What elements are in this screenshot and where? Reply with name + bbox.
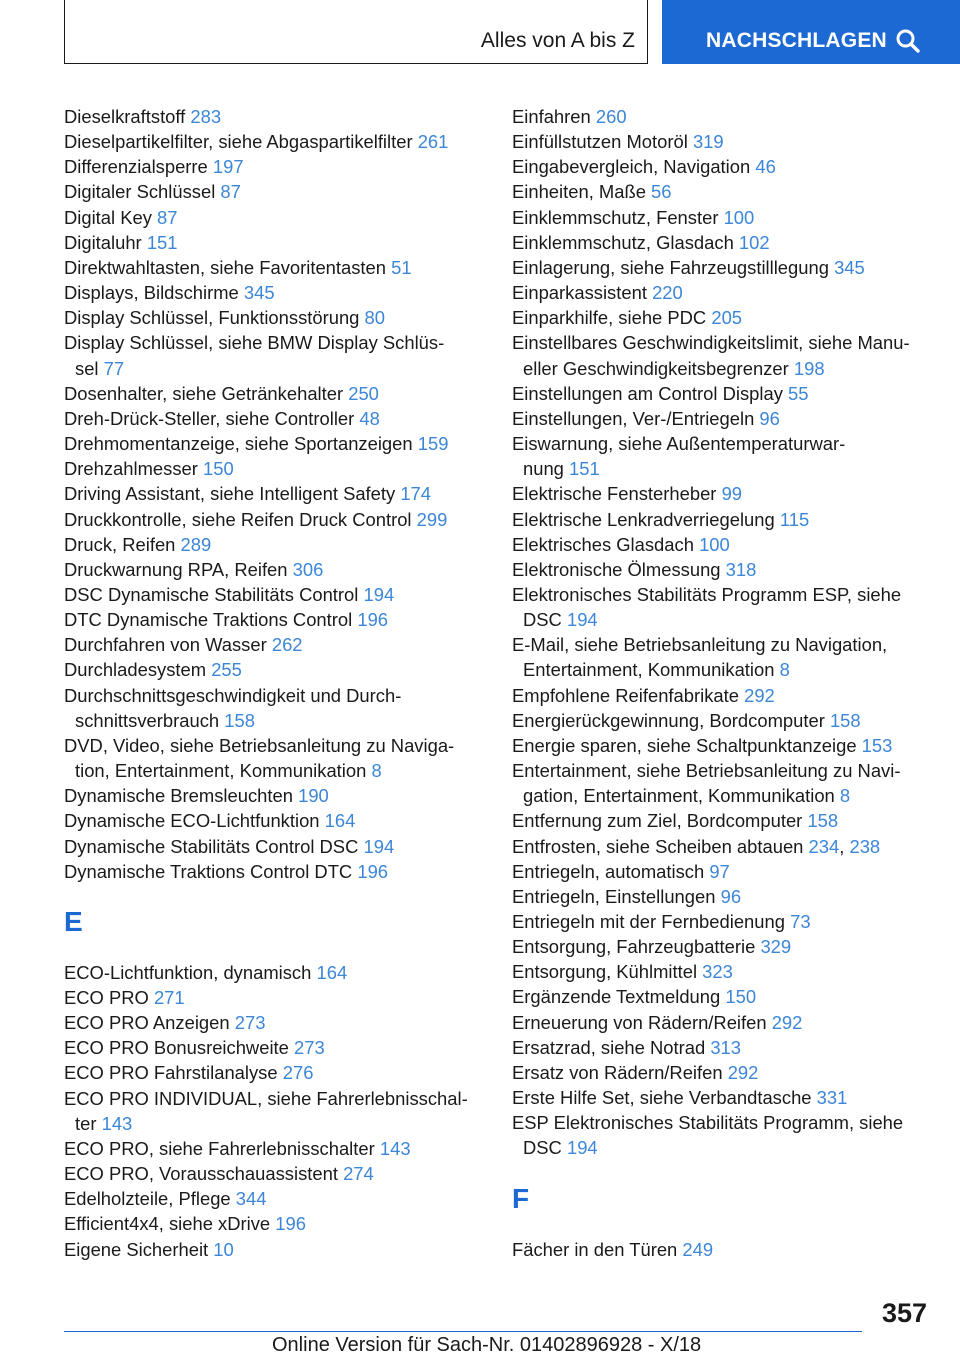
page-reference-link[interactable]: 151 (569, 458, 600, 480)
index-entry (512, 481, 932, 506)
page-reference-link[interactable]: 323 (702, 961, 733, 983)
index-entry-term: DSC Dynamische Stabilitäts Control (64, 583, 359, 605)
index-entry-term: Einstellungen am Control Display (512, 382, 783, 404)
index-entry-term: Eigene Sicherheit (64, 1238, 209, 1260)
index-entry (512, 406, 932, 431)
index-entry (512, 381, 932, 406)
page-reference-link[interactable]: 313 (710, 1036, 742, 1058)
footer-text: Online Version für Sach-Nr. 01402896928 - X/18 (272, 1334, 702, 1356)
index-entry-term: Dieselpartikelfilter, siehe Abgaspartikelfilter (64, 131, 413, 153)
page-reference-link[interactable]: 299 (416, 508, 448, 530)
index-entry-term: Einparkhilfe, siehe PDC (512, 307, 707, 329)
index-entry (64, 1086, 484, 1136)
index-entry-term: Digitaluhr (64, 231, 142, 253)
page-reference-link[interactable]: 102 (738, 231, 770, 253)
index-entry-term: Driving Assistant, siehe Intelligent Safety (64, 483, 396, 505)
index-entry-term: Durchschnittsgeschwindigkeit und Durch- (64, 684, 402, 706)
page-reference-link[interactable]: 283 (190, 106, 222, 127)
page-reference-link[interactable]: 99 (721, 483, 743, 505)
index-entry-term: Dynamische Traktions Control DTC (64, 860, 353, 882)
index-entry (512, 1060, 932, 1085)
index-entry (64, 582, 484, 607)
index-entry-term: ECO PRO INDIVIDUAL, siehe Fahrerlebnisschal- (64, 1087, 468, 1109)
index-entry (512, 154, 932, 179)
index-entry (512, 1085, 932, 1110)
page-reference-link[interactable]: 273 (294, 1037, 325, 1059)
index-entry (512, 230, 932, 255)
index-entry (64, 1035, 484, 1060)
index-entry-term-continued: sel (75, 357, 99, 379)
index-entry-term: Druckkontrolle, siehe Reifen Druck Control (64, 508, 412, 530)
index-entry (512, 280, 932, 305)
page-reference-link[interactable]: 100 (699, 533, 730, 555)
index-entry (64, 733, 484, 783)
index-entry (64, 632, 484, 657)
index-entry (64, 557, 484, 582)
index-entry (512, 1237, 932, 1262)
page-reference-link[interactable]: 158 (224, 709, 255, 731)
index-entry-term: Entfrosten, siehe Scheiben abtauen (512, 835, 804, 857)
index-entry-term: ESP Elektronisches Stabilitäts Programm, siehe (512, 1112, 904, 1134)
index-entry (64, 129, 484, 154)
index-entry-term: Erneuerung von Rädern/Reifen (512, 1011, 767, 1033)
index-entry-term: Durchladesystem (64, 659, 207, 681)
page-reference-link[interactable]: 87 (157, 206, 178, 228)
page-reference-link[interactable]: 318 (725, 558, 757, 580)
index-entry (512, 255, 932, 280)
page-reference-link[interactable]: 194 (566, 609, 598, 631)
page-reference-link[interactable]: 345 (243, 282, 275, 304)
page-reference-link[interactable]: 194 (363, 583, 395, 605)
page-reference-link[interactable]: 164 (316, 961, 348, 983)
index-entry-term: Einparkassistent (512, 282, 647, 304)
index-entry (64, 607, 484, 632)
index-entry-term: Entertainment, siehe Betriebsanleitung zu Navi- (512, 760, 901, 782)
index-entry-term: Elektrisches Glasdach (512, 533, 694, 555)
index-entry-term: Erste Hilfe Set, siehe Verbandtasche (512, 1087, 812, 1109)
index-entry (64, 657, 484, 682)
page-reference-link[interactable]: 194 (566, 1137, 598, 1159)
index-entry-term: Elektronische Ölmessung (512, 558, 721, 580)
index-entry-term: Eiswarnung, siehe Außentemperaturwar- (512, 433, 846, 455)
index-entry-term: Druck, Reifen (64, 533, 176, 555)
index-entry (512, 205, 932, 230)
index-entry-term: Eingabevergleich, Navigation (512, 156, 751, 178)
page-reference-link[interactable]: 331 (816, 1087, 848, 1109)
index-entry (512, 532, 932, 557)
index-entry-term: Display Schlüssel, siehe BMW Display Schlüs- (64, 332, 445, 354)
page-reference-link[interactable]: 174 (400, 483, 432, 505)
index-entry (64, 154, 484, 179)
index-entry (64, 859, 484, 884)
index-entry (512, 758, 932, 808)
page-reference-link[interactable]: 48 (359, 407, 380, 429)
page-reference-link[interactable]: 273 (234, 1012, 266, 1034)
index-entry-term: Dosenhalter, siehe Getränkehalter (64, 382, 344, 404)
index-entry (64, 406, 484, 431)
index-entry (64, 532, 484, 557)
page-reference-link[interactable]: 190 (298, 785, 329, 807)
index-entry (512, 179, 932, 204)
index-entry (512, 305, 932, 330)
page-reference-link[interactable]: 249 (682, 1238, 714, 1260)
page-reference-link[interactable]: 255 (211, 659, 242, 681)
index-entry (64, 1161, 484, 1186)
page-reference-link[interactable]: 262 (271, 634, 303, 656)
index-entry-term: Entriegeln, Einstellungen (512, 885, 716, 907)
index-entry (64, 683, 484, 733)
index-entry-term: Entsorgung, Fahrzeugbatterie (512, 936, 756, 958)
lookup-button-label: NACHSCHLAGEN (706, 29, 887, 52)
page-reference-link[interactable]: 220 (652, 282, 683, 304)
index-entry-term: Entriegeln mit der Fernbedienung (512, 911, 785, 932)
page-number: 357 (881, 1298, 927, 1328)
lookup-button[interactable] (662, 0, 960, 64)
index-entry-term: Digitaler Schlüssel (64, 181, 216, 203)
page-reference-link[interactable]: 261 (417, 131, 449, 153)
index-entry-term: Einfüllstutzen Motoröl (512, 131, 688, 153)
index-entry (512, 884, 932, 909)
index-entry-term: Direktwahltasten, siehe Favoritentasten (64, 256, 386, 278)
index-entry (64, 179, 484, 204)
index-entry (512, 1010, 932, 1035)
index-entry-term: Elektrische Fensterheber (512, 483, 717, 505)
index-entry-term: Edelholzteile, Pflege (64, 1188, 231, 1210)
index-column-left (64, 104, 484, 1262)
index-entry-term: Dynamische Stabilitäts Control DSC (64, 835, 359, 857)
index-entry (64, 985, 484, 1010)
index-entry-term: Durchfahren von Wasser (64, 634, 267, 656)
page-reference-link[interactable]: 56 (651, 181, 672, 203)
index-entry (64, 330, 484, 380)
index-entry (64, 834, 484, 859)
page-reference-link[interactable]: 73 (790, 911, 811, 932)
page-reference-link[interactable]: 8 (371, 760, 382, 782)
index-entry (64, 1010, 484, 1035)
page-reference-link[interactable]: 164 (324, 810, 356, 832)
page-reference-link[interactable]: 274 (343, 1163, 374, 1185)
index-entry (64, 507, 484, 532)
page-reference-link[interactable]: 289 (180, 533, 212, 555)
index-entry-term: Ersatz von Rädern/Reifen (512, 1061, 723, 1083)
index-entry (512, 909, 932, 934)
page-reference-link[interactable]: 55 (788, 382, 809, 404)
index-entry-term: Display Schlüssel, Funktionsstörung (64, 307, 360, 329)
index-entry (64, 431, 484, 456)
page-reference-link[interactable]: 87 (220, 181, 241, 203)
page-reference-link[interactable]: 150 (203, 458, 234, 480)
index-entry (64, 305, 484, 330)
page-reference-link[interactable]: 51 (391, 256, 412, 278)
page-reference-link[interactable]: 143 (101, 1112, 133, 1134)
page-reference-link[interactable]: 319 (692, 131, 724, 153)
index-entry-term: Displays, Bildschirme (64, 282, 239, 304)
page-reference-link[interactable]: 260 (595, 106, 627, 127)
page-reference-link[interactable]: 77 (103, 357, 125, 379)
index-entry-term-continued: eller Geschwindigkeitsbegrenzer (523, 357, 789, 379)
index-entry-term: Empfohlene Reifenfabrikate (512, 684, 739, 706)
index-entry-term: Entriegeln, automatisch (512, 860, 705, 882)
index-entry (64, 230, 484, 255)
page-reference-link[interactable]: 329 (760, 936, 792, 958)
index-entry-term: Einklemmschutz, Glasdach (512, 231, 734, 253)
index-entry-term: Elektrische Lenkradverriegelung (512, 508, 775, 530)
page-reference-link[interactable]: 345 (834, 256, 865, 278)
page-reference-link[interactable]: 194 (363, 835, 395, 857)
index-entry-term: Einstellbares Geschwindigkeitslimit, siehe Manu- (512, 332, 910, 354)
index-letter-heading: F (512, 1182, 530, 1214)
index-entry-term: Digital Key (64, 206, 152, 228)
index-entry (64, 381, 484, 406)
index-entry (512, 507, 932, 532)
index-entry-term: Drehzahlmesser (64, 458, 198, 480)
page-reference-link[interactable]: 151 (146, 231, 178, 253)
index-entry-term: Drehmomentanzeige, siehe Sportanzeigen (64, 433, 413, 455)
page-reference-link[interactable]: 197 (212, 156, 244, 178)
index-entry (64, 1136, 484, 1161)
index-entry (512, 934, 932, 959)
index-entry (64, 1237, 484, 1262)
page-reference-link[interactable]: 150 (725, 986, 757, 1008)
index-entry-term: Druckwarnung RPA, Reifen (64, 558, 288, 580)
index-entry-term-continued: Entertainment, Kommunikation (523, 659, 775, 681)
index-entry (512, 129, 932, 154)
index-entry (512, 330, 932, 380)
index-entry (512, 959, 932, 984)
index-entry-term-continued: tion, Entertainment, Kommunikation (75, 760, 367, 782)
index-entry-term: Entsorgung, Kühlmittel (512, 961, 698, 983)
page-reference-link[interactable]: 96 (720, 885, 742, 907)
page-reference-link[interactable]: 158 (829, 709, 861, 731)
index-entry-term: Fächer in den Türen (512, 1238, 678, 1260)
index-entry: Entfrosten, siehe Scheiben abtauen 234, 238 (512, 835, 881, 857)
index-entry (512, 557, 932, 582)
page-reference-link[interactable]: 80 (364, 307, 386, 329)
page-reference-link[interactable]: 143 (379, 1137, 411, 1159)
page-reference-link[interactable]: 196 (357, 609, 389, 631)
page-reference-link[interactable]: 153 (861, 734, 893, 756)
index-entry-term: Elektronisches Stabilitäts Programm ESP, siehe (512, 583, 902, 605)
index-entry (64, 255, 484, 280)
index-entry-term-continued: DSC (523, 609, 562, 631)
page-reference-link[interactable]: 292 (771, 1011, 803, 1033)
index-entry-term-continued: ter (75, 1112, 97, 1134)
page-reference-link[interactable]: 46 (755, 156, 776, 178)
index-entry (512, 632, 932, 682)
index-letter-heading: E (64, 905, 83, 937)
index-entry-term: Einklemmschutz, Fenster (512, 206, 719, 228)
page-reference-link[interactable]: 344 (235, 1188, 267, 1210)
index-entry-term: ECO PRO Bonusreichweite (64, 1037, 289, 1059)
page-reference-link[interactable]: 97 (709, 860, 730, 882)
index-entry-term: ECO PRO Fahrstilanalyse (64, 1062, 278, 1084)
page-reference-link[interactable]: 10 (213, 1238, 234, 1260)
index-entry-term: Energie sparen, siehe Schaltpunktanzeige (512, 734, 857, 756)
index-entry (512, 1110, 932, 1160)
index-entry-term: Einfahren (512, 106, 591, 127)
page-reference-link[interactable]: 196 (357, 860, 389, 882)
page-reference-link[interactable]: 250 (348, 382, 379, 404)
index-entry-term: Einheiten, Maße (512, 181, 646, 203)
index-entry (64, 1186, 484, 1211)
index-entry-term: Energierückgewinnung, Bordcomputer (512, 709, 825, 731)
index-entry (512, 1035, 932, 1060)
index-entry-term-continued: DSC (523, 1137, 562, 1159)
page-reference-link[interactable]: 158 (807, 810, 839, 832)
index-entry (64, 808, 484, 833)
index-entry (64, 280, 484, 305)
index-entry-term-continued: schnittsverbrauch (75, 709, 220, 731)
index-entry (512, 431, 932, 481)
index-entry-term: Entfernung zum Ziel, Bordcomputer (512, 810, 803, 832)
index-entry-term-continued: nung (523, 458, 564, 480)
index-entry-term: ECO PRO, siehe Fahrerlebnisschalter (64, 1137, 375, 1159)
page-reference-link[interactable]: 159 (417, 433, 449, 455)
page-reference-link[interactable]: 205 (711, 307, 743, 329)
page-reference-link[interactable]: 96 (759, 407, 780, 429)
page-reference-link[interactable]: 100 (723, 206, 755, 228)
index-entry (64, 1060, 484, 1085)
index-entry-term: Ergänzende Textmeldung (512, 986, 721, 1008)
index-entry (64, 205, 484, 230)
page-reference-link[interactable]: 292 (744, 684, 775, 706)
index-entry-term: DTC Dynamische Traktions Control (64, 609, 353, 631)
index-entry-term: Einlagerung, siehe Fahrzeugstilllegung (512, 256, 829, 278)
index-entry (64, 481, 484, 506)
index-entry (512, 104, 932, 129)
index-entry-term: ECO-Lichtfunktion, dynamisch (64, 961, 312, 983)
footer-divider (64, 1331, 862, 1332)
page-reference-link[interactable]: 234 (808, 835, 840, 857)
index-entry-term: ECO PRO (64, 987, 149, 1008)
index-entry-term: Dynamische Bremsleuchten (64, 785, 293, 807)
index-entry-term: Dieselkraftstoff (64, 106, 186, 127)
index-entry-term: Dynamische ECO-Lichtfunktion (64, 810, 320, 832)
index-entry-term: DVD, Video, siehe Betriebsanleitung zu Naviga- (64, 734, 455, 756)
index-entry (64, 960, 484, 985)
index-entry-term: Differenzialsperre (64, 156, 208, 178)
page-reference-link[interactable]: 8 (839, 785, 851, 807)
page-reference-link[interactable]: 8 (779, 659, 790, 681)
section-tab[interactable] (64, 0, 648, 64)
index-entry (512, 984, 932, 1009)
index-entry-term: ECO PRO Anzeigen (64, 1012, 230, 1034)
index-entry (512, 859, 932, 884)
page-reference-link[interactable]: 276 (282, 1062, 314, 1084)
index-entry-term: Dreh-Drück-Steller, siehe Controller (64, 407, 355, 429)
page-reference-link[interactable]: 198 (793, 357, 825, 379)
index-entry (64, 1211, 484, 1236)
index-entry-term: Ersatzrad, siehe Notrad (512, 1036, 706, 1058)
index-entry (64, 104, 484, 129)
index-entry (512, 733, 932, 758)
index-entry (512, 808, 932, 833)
index-entry-term: ECO PRO, Vorausschauassistent (64, 1163, 338, 1185)
page-reference-link[interactable]: 115 (779, 508, 810, 530)
index-entry-term: E-Mail, siehe Betriebsanleitung zu Navigation, (512, 634, 888, 656)
index-entry-term-continued: gation, Entertainment, Kommunikation (523, 785, 835, 807)
index-entry (64, 456, 484, 481)
index-entry-term: Efficient4x4, siehe xDrive (64, 1213, 271, 1235)
index-entry-term: Einstellungen, Ver-/Entriegeln (512, 407, 755, 429)
index-entry (512, 708, 932, 733)
page-reference-link[interactable]: 306 (292, 558, 324, 580)
index-column-right (512, 104, 932, 1262)
page-reference-link[interactable]: 292 (727, 1061, 759, 1083)
page-reference-link[interactable]: 271 (153, 987, 185, 1008)
page-reference-link[interactable]: 238 (849, 835, 881, 857)
index-entry (64, 783, 484, 808)
section-tab-label: Alles von A bis Z (480, 29, 635, 52)
page-reference-link[interactable]: 196 (275, 1213, 306, 1235)
index-entry (512, 683, 932, 708)
index-entry (512, 582, 932, 632)
search-icon (895, 28, 921, 54)
